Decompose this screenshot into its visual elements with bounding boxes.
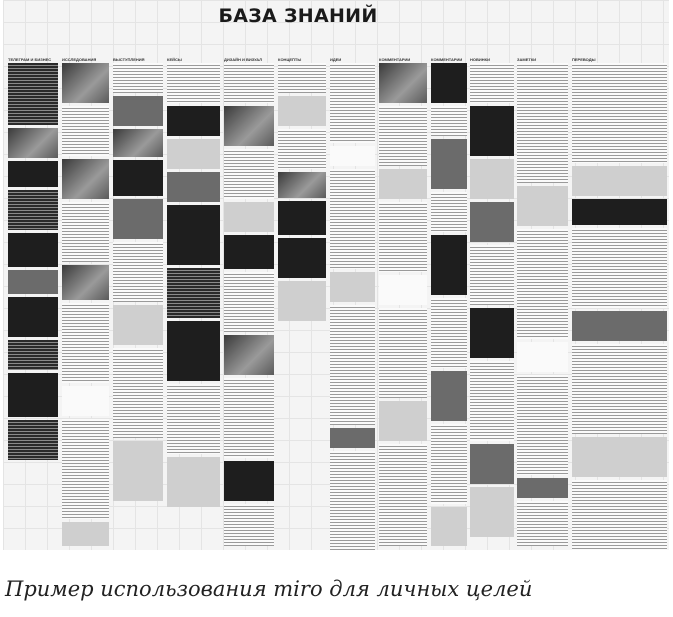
board-card[interactable] bbox=[431, 424, 467, 504]
board-card[interactable] bbox=[517, 375, 568, 475]
board-card[interactable] bbox=[517, 229, 568, 339]
board-card[interactable] bbox=[572, 166, 667, 196]
board-card[interactable] bbox=[167, 384, 220, 454]
board-card[interactable] bbox=[62, 303, 109, 383]
board-card[interactable] bbox=[330, 63, 375, 143]
board-column[interactable] bbox=[330, 56, 375, 550]
board-card[interactable] bbox=[167, 63, 220, 103]
board-card[interactable] bbox=[278, 96, 326, 126]
board-card[interactable] bbox=[113, 160, 163, 196]
board-column[interactable] bbox=[379, 56, 427, 546]
board-card[interactable] bbox=[62, 106, 109, 156]
board-card[interactable] bbox=[113, 305, 163, 345]
board-card[interactable] bbox=[8, 233, 58, 267]
board-card[interactable] bbox=[224, 149, 274, 199]
board-card[interactable] bbox=[470, 245, 514, 305]
board-card[interactable] bbox=[224, 335, 274, 375]
column-header: ИДЕИ bbox=[330, 57, 342, 62]
board-card[interactable] bbox=[278, 129, 326, 169]
board-card[interactable] bbox=[572, 480, 667, 550]
column-header: КОММЕНТАРИИ bbox=[379, 57, 411, 62]
board-card[interactable] bbox=[572, 63, 667, 163]
board-card[interactable] bbox=[62, 386, 109, 416]
board-column[interactable] bbox=[113, 56, 163, 531]
board-column[interactable] bbox=[517, 56, 568, 546]
board-card[interactable] bbox=[167, 205, 220, 265]
board-card[interactable] bbox=[8, 297, 58, 337]
board-card[interactable] bbox=[224, 461, 274, 501]
board-card[interactable] bbox=[278, 238, 326, 278]
board-card[interactable] bbox=[470, 159, 514, 199]
board-card[interactable] bbox=[470, 308, 514, 358]
board-card[interactable] bbox=[167, 106, 220, 136]
board-card[interactable] bbox=[8, 161, 58, 187]
board-card[interactable] bbox=[470, 361, 514, 441]
board-card[interactable] bbox=[167, 457, 220, 507]
board-card[interactable] bbox=[8, 420, 58, 460]
board-card[interactable] bbox=[62, 265, 109, 300]
board-card[interactable] bbox=[572, 344, 667, 434]
board-card[interactable] bbox=[8, 128, 58, 158]
board-card[interactable] bbox=[572, 437, 667, 477]
board-column[interactable] bbox=[431, 56, 467, 546]
board-card[interactable] bbox=[572, 228, 667, 308]
column-header: ВЫСТУПЛЕНИЯ bbox=[113, 57, 145, 62]
board-card[interactable] bbox=[8, 63, 58, 125]
board-card[interactable] bbox=[517, 501, 568, 546]
board-column[interactable] bbox=[470, 56, 514, 546]
board-card[interactable] bbox=[431, 139, 467, 189]
board-card[interactable] bbox=[278, 281, 326, 321]
board-card[interactable] bbox=[224, 202, 274, 232]
board-column[interactable] bbox=[167, 56, 220, 516]
board-card[interactable] bbox=[330, 451, 375, 550]
board-column[interactable] bbox=[572, 56, 667, 550]
column-header: ДИЗАЙН И ВИЗУАЛ bbox=[224, 57, 263, 62]
board-card[interactable] bbox=[62, 522, 109, 546]
board-card[interactable] bbox=[8, 373, 58, 417]
board-card[interactable] bbox=[113, 63, 163, 93]
board-card[interactable] bbox=[62, 419, 109, 519]
board-column[interactable] bbox=[224, 56, 274, 546]
board-card[interactable] bbox=[167, 321, 220, 381]
board-card[interactable] bbox=[167, 172, 220, 202]
board-card[interactable] bbox=[470, 444, 514, 484]
board-card[interactable] bbox=[379, 202, 427, 272]
board-card[interactable] bbox=[470, 202, 514, 242]
board-card[interactable] bbox=[517, 478, 568, 498]
board-card[interactable] bbox=[517, 342, 568, 372]
board-card[interactable] bbox=[379, 401, 427, 441]
board-card[interactable] bbox=[431, 106, 467, 136]
board-card[interactable] bbox=[62, 63, 109, 103]
board-card[interactable] bbox=[278, 63, 326, 93]
board-card[interactable] bbox=[224, 235, 274, 269]
board-card[interactable] bbox=[517, 63, 568, 183]
board-card[interactable] bbox=[113, 348, 163, 438]
board-card[interactable] bbox=[470, 487, 514, 537]
board-card[interactable] bbox=[224, 272, 274, 332]
board-card[interactable] bbox=[517, 186, 568, 226]
board-card[interactable] bbox=[379, 308, 427, 398]
column-header: НОВИНКИ bbox=[470, 57, 490, 62]
board-card[interactable] bbox=[278, 201, 326, 235]
figure-caption: Пример использования miro для личных целей bbox=[5, 577, 533, 601]
board-card[interactable] bbox=[470, 106, 514, 156]
board-card[interactable] bbox=[330, 428, 375, 448]
board-card[interactable] bbox=[278, 172, 326, 198]
column-header: КОНЦЕПТЫ bbox=[278, 57, 302, 62]
board-card[interactable] bbox=[224, 63, 274, 103]
board-column[interactable] bbox=[8, 56, 58, 464]
board-card[interactable] bbox=[431, 507, 467, 546]
board-card[interactable] bbox=[470, 63, 514, 103]
board-card[interactable] bbox=[8, 270, 58, 294]
board-card[interactable] bbox=[379, 106, 427, 166]
board-card[interactable] bbox=[379, 169, 427, 199]
miro-board[interactable] bbox=[3, 0, 669, 550]
board-title: БАЗА ЗНАНИЙ bbox=[218, 5, 378, 27]
board-card[interactable] bbox=[167, 139, 220, 169]
board-card[interactable] bbox=[330, 169, 375, 269]
column-header: ИССЛЕДОВАНИЯ bbox=[62, 57, 97, 62]
column-header: ЗАМЕТКИ bbox=[517, 57, 537, 62]
board-card[interactable] bbox=[62, 202, 109, 262]
column-header: КЕЙСЫ bbox=[167, 57, 182, 62]
board-card[interactable] bbox=[113, 242, 163, 302]
board-card[interactable] bbox=[431, 63, 467, 103]
board-card[interactable] bbox=[330, 272, 375, 302]
column-header: ПЕРЕВОДЫ bbox=[572, 57, 596, 62]
board-card[interactable] bbox=[62, 159, 109, 199]
board-card[interactable] bbox=[431, 192, 467, 232]
board-card[interactable] bbox=[113, 199, 163, 239]
column-header: КОММЕНТАРИИ bbox=[431, 57, 463, 62]
board-card[interactable] bbox=[379, 275, 427, 305]
board-card[interactable] bbox=[8, 190, 58, 230]
board-card[interactable] bbox=[431, 298, 467, 368]
board-card[interactable] bbox=[113, 441, 163, 501]
board-card[interactable] bbox=[431, 235, 467, 295]
board-card[interactable] bbox=[224, 504, 274, 546]
board-column[interactable] bbox=[278, 56, 326, 326]
board-card[interactable] bbox=[431, 371, 467, 421]
board-column[interactable] bbox=[62, 56, 109, 546]
board-card[interactable] bbox=[330, 146, 375, 166]
board-card[interactable] bbox=[330, 305, 375, 425]
column-header: ТЕЛЕГРАМ И БИЗНЕС bbox=[8, 57, 52, 62]
board-card[interactable] bbox=[113, 96, 163, 126]
board-card[interactable] bbox=[379, 444, 427, 546]
board-card[interactable] bbox=[224, 378, 274, 458]
board-card[interactable] bbox=[167, 268, 220, 318]
board-card[interactable] bbox=[224, 106, 274, 146]
board-card[interactable] bbox=[113, 129, 163, 157]
board-card[interactable] bbox=[572, 311, 667, 341]
board-card[interactable] bbox=[572, 199, 667, 225]
board-card[interactable] bbox=[8, 340, 58, 370]
board-card[interactable] bbox=[379, 63, 427, 103]
